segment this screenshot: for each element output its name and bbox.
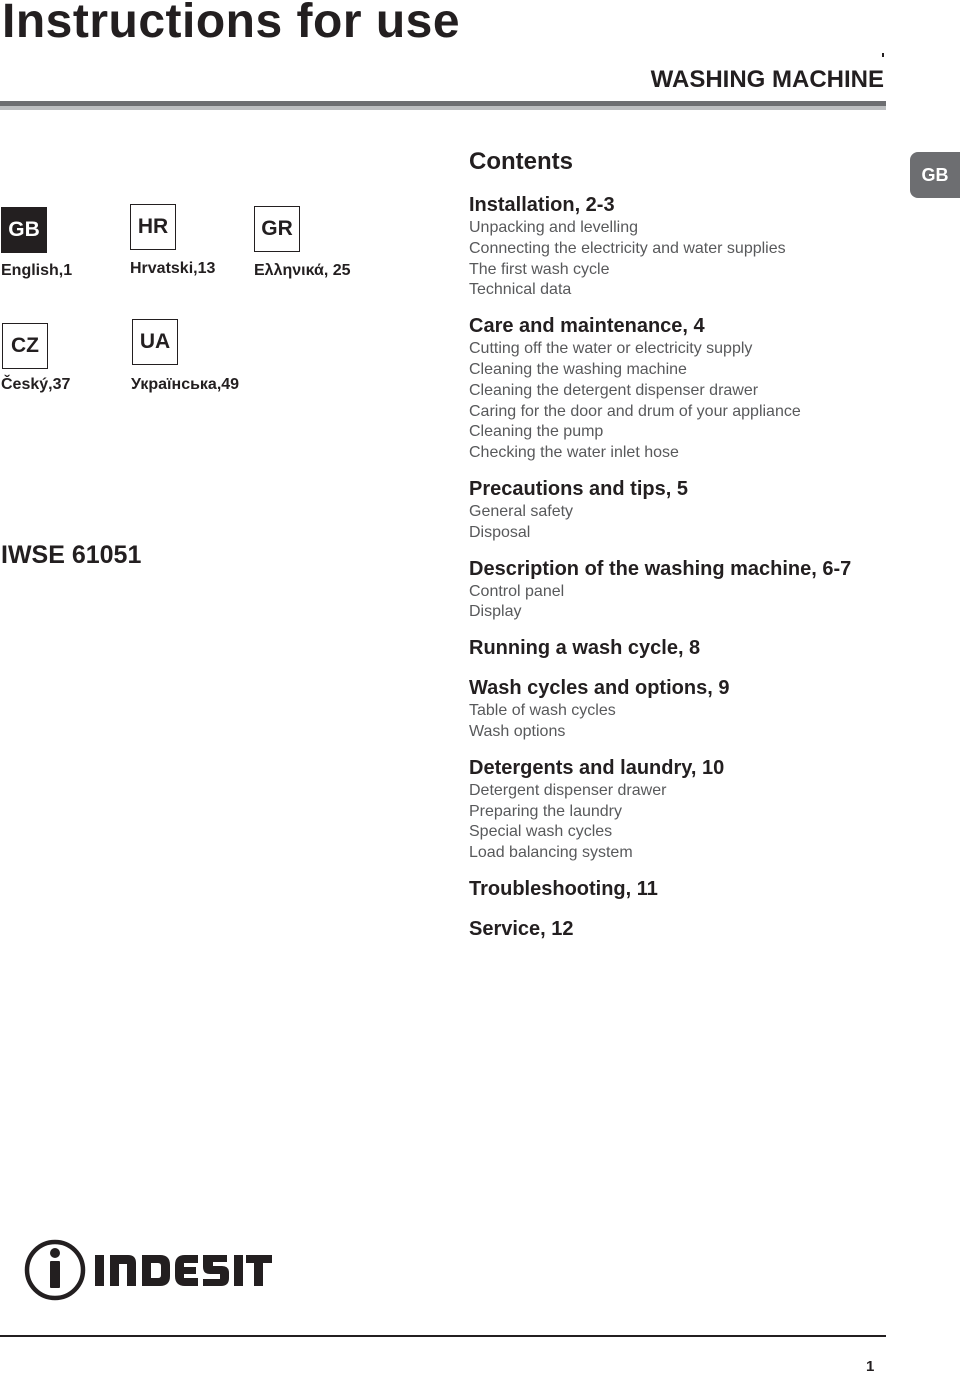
language-box-hr[interactable]: HR: [130, 204, 176, 250]
toc-heading[interactable]: Running a wash cycle, 8: [469, 637, 701, 660]
product-type: WASHING MACHINE: [650, 66, 884, 93]
language-box-gr[interactable]: GR: [254, 206, 300, 252]
toc-section-precautions: [469, 476, 909, 544]
toc-item[interactable]: Disposal: [469, 523, 531, 541]
language-label-gb[interactable]: English,1: [1, 262, 73, 279]
toc-item[interactable]: Checking the water inlet hose: [469, 444, 679, 462]
language-tab-gb[interactable]: GB: [910, 152, 960, 198]
toc-section-installation: [469, 192, 909, 301]
toc-item[interactable]: Detergent dispenser drawer: [469, 781, 667, 799]
toc-heading[interactable]: Installation, 2-3: [469, 194, 615, 216]
contents-title: Contents: [469, 148, 573, 175]
language-label-gr[interactable]: Ελληνικά, 25: [254, 262, 351, 279]
toc-item[interactable]: Control panel: [469, 582, 565, 600]
toc-heading[interactable]: Troubleshooting, 11: [469, 877, 658, 900]
language-label-hr[interactable]: Hrvatski,13: [130, 260, 216, 277]
toc-section-running: [469, 635, 909, 661]
toc-item[interactable]: Display: [469, 603, 522, 621]
language-box-gb[interactable]: GB: [1, 207, 47, 253]
toc-section-troubleshooting: [469, 876, 909, 902]
indesit-logo-icon: [24, 1238, 274, 1302]
language-label-ua[interactable]: Українська,49: [131, 376, 240, 393]
header-divider: [0, 101, 886, 110]
toc-item[interactable]: Caring for the door and drum of your appliance: [469, 402, 801, 420]
toc-section-service: [469, 916, 909, 942]
toc-heading[interactable]: Wash cycles and options, 9: [469, 677, 730, 700]
toc-item[interactable]: Table of wash cycles: [469, 702, 616, 720]
toc-item[interactable]: Technical data: [469, 281, 572, 299]
toc-item[interactable]: Cleaning the detergent dispenser drawer: [469, 381, 759, 399]
page-number: 1: [866, 1358, 875, 1375]
corner-mark: [882, 53, 884, 57]
toc-section-description: [469, 556, 909, 624]
table-of-contents: [469, 192, 909, 942]
toc-item[interactable]: Load balancing system: [469, 844, 633, 862]
model-number: IWSE 61051: [1, 541, 142, 569]
footer-divider: [0, 1335, 886, 1337]
toc-heading[interactable]: Description of the washing machine, 6-7: [469, 557, 852, 580]
toc-heading[interactable]: Detergents and laundry, 10: [469, 756, 725, 779]
toc-item[interactable]: Wash options: [469, 722, 566, 740]
toc-item[interactable]: Cleaning the pump: [469, 423, 604, 441]
toc-item[interactable]: General safety: [469, 502, 574, 520]
toc-heading[interactable]: Care and maintenance, 4: [469, 315, 705, 338]
toc-item[interactable]: Cleaning the washing machine: [469, 360, 687, 378]
toc-item[interactable]: The first wash cycle: [469, 260, 610, 278]
language-box-ua[interactable]: UA: [132, 319, 178, 365]
language-label-cz[interactable]: Český,37: [1, 376, 71, 393]
toc-item[interactable]: Connecting the electricity and water supplies: [469, 239, 786, 257]
toc-item[interactable]: Unpacking and levelling: [469, 219, 638, 236]
toc-section-wash-cycles: [469, 675, 909, 743]
toc-heading[interactable]: Service, 12: [469, 917, 574, 940]
language-box-cz[interactable]: CZ: [2, 323, 48, 369]
toc-heading[interactable]: Precautions and tips, 5: [469, 477, 688, 500]
toc-section-detergents: [469, 755, 909, 864]
toc-item[interactable]: Special wash cycles: [469, 823, 613, 841]
toc-section-care: [469, 313, 909, 464]
toc-item[interactable]: Preparing the laundry: [469, 802, 622, 820]
toc-item[interactable]: Cutting off the water or electricity supply: [469, 340, 753, 358]
document-title: Instructions for use: [2, 0, 461, 48]
